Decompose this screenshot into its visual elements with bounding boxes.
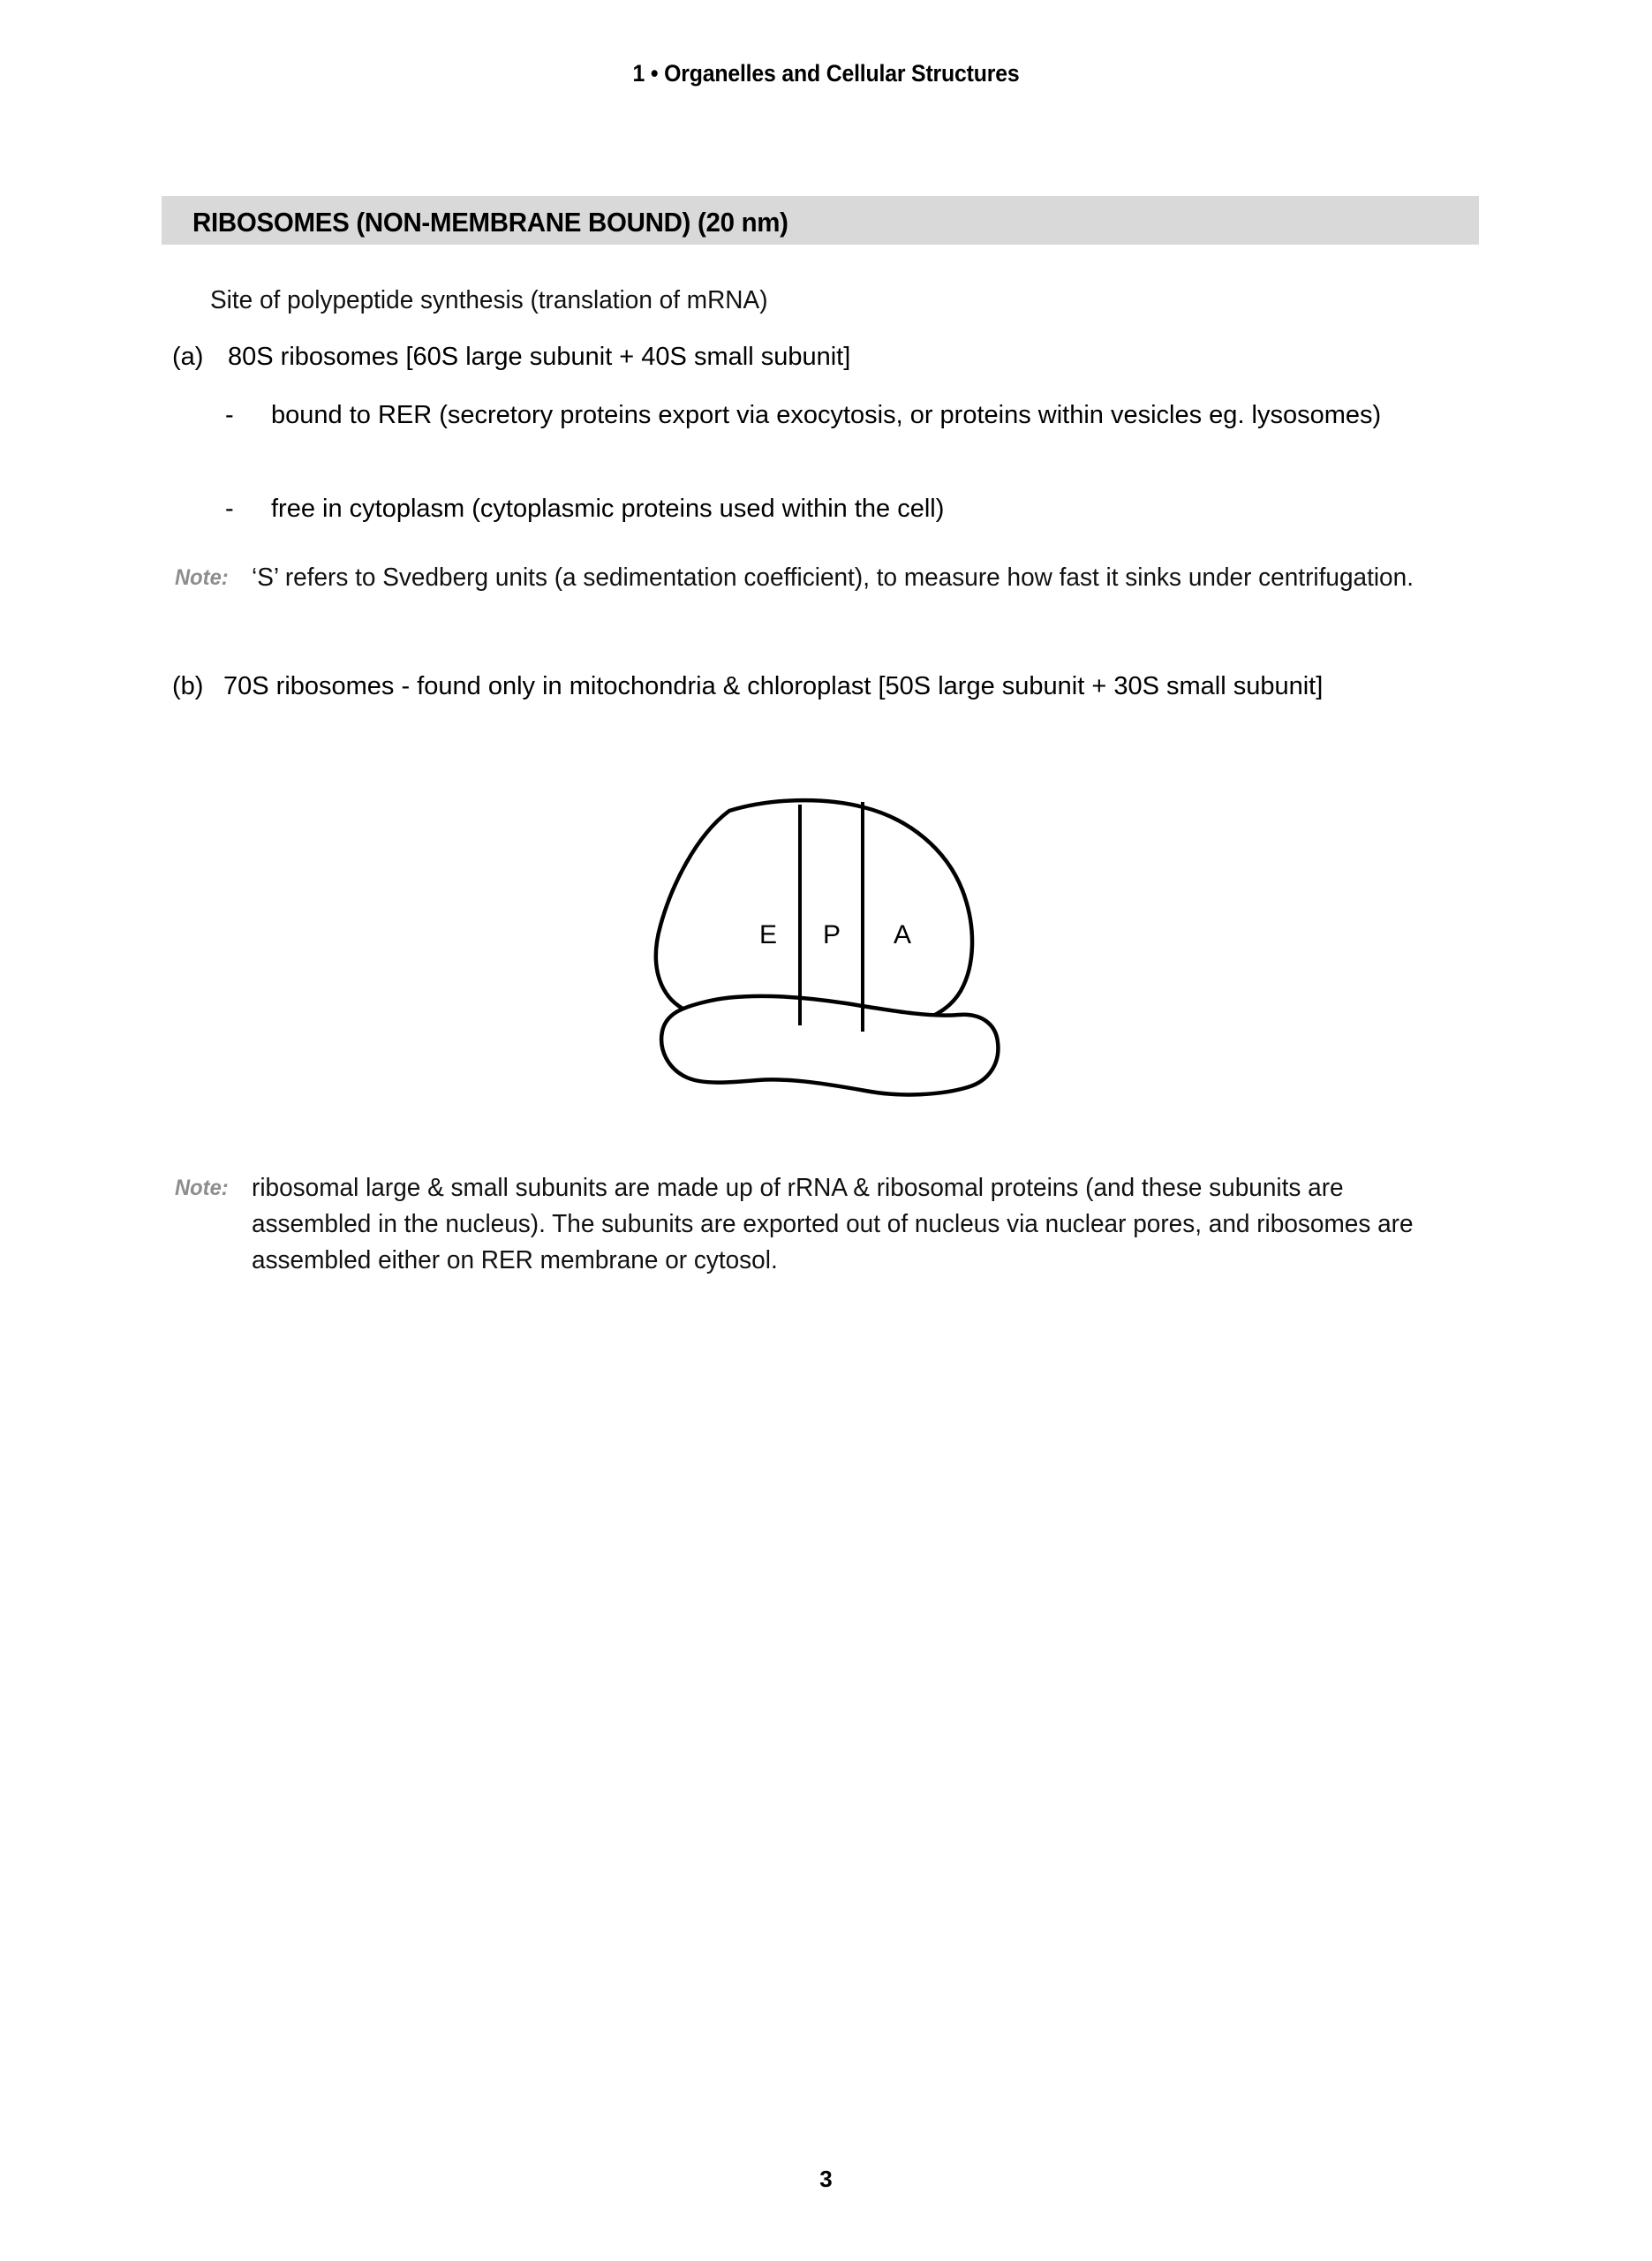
sub-bullet-bound-to-rer [225, 397, 1470, 434]
site-label-p: P [822, 920, 841, 949]
site-label-a: A [893, 920, 912, 949]
site-label-e: E [758, 920, 778, 949]
list-item-b [172, 669, 1470, 705]
sub-bullet-free-in-cytoplasm [225, 491, 1470, 527]
list-item-b-marker: (b) [172, 672, 204, 700]
ribosome-diagram [618, 777, 1024, 1130]
list-item-a-marker: (a) [172, 343, 204, 371]
note-ribosome-assembly [175, 1170, 1473, 1279]
ribosome-diagram-svg [618, 777, 1024, 1130]
note-label: Note: [175, 565, 229, 590]
note-text: ‘S’ refers to Svedberg units (a sedimentation coefficient), to measure how fast it sinks under centrifugation. [252, 563, 1414, 592]
sub-bullet-text: free in cytoplasm (cytoplasmic proteins used within the cell) [271, 495, 945, 523]
section-lead-line: Site of polypeptide synthesis (translation of mRNA) [210, 286, 768, 314]
section-heading-title: RIBOSOMES (NON-MEMBRANE BOUND) (20 nm) [192, 207, 788, 238]
list-item-a-text: 80S ribosomes [60S large subunit + 40S small subunit] [228, 343, 851, 371]
list-item-a [172, 339, 1461, 375]
large-subunit-shape [656, 800, 972, 1028]
note-svedberg [175, 560, 1464, 596]
list-item-b-text: 70S ribosomes - found only in mitochondria & chloroplast [50S large subunit + 30S small subunit] [223, 672, 1324, 700]
small-subunit-shape [661, 996, 998, 1095]
sub-bullet-marker: - [225, 401, 234, 429]
sub-bullet-marker: - [225, 495, 234, 523]
sub-bullet-text: bound to RER (secretory proteins export via exocytosis, or proteins within vesicles eg. lysosomes) [271, 401, 1382, 429]
note-label: Note: [175, 1176, 229, 1200]
running-header: 1 • Organelles and Cellular Structures [632, 60, 1020, 87]
note-text: ribosomal large & small subunits are made up of rRNA & ribosomal proteins (and these subunits are assembled in the nucleus). The subunits are exported out of nucleus via nuclear pores, and ribosomes are assembled either on RER membrane or cytosol. [252, 1174, 1414, 1274]
page-number: 3 [819, 2166, 833, 2192]
